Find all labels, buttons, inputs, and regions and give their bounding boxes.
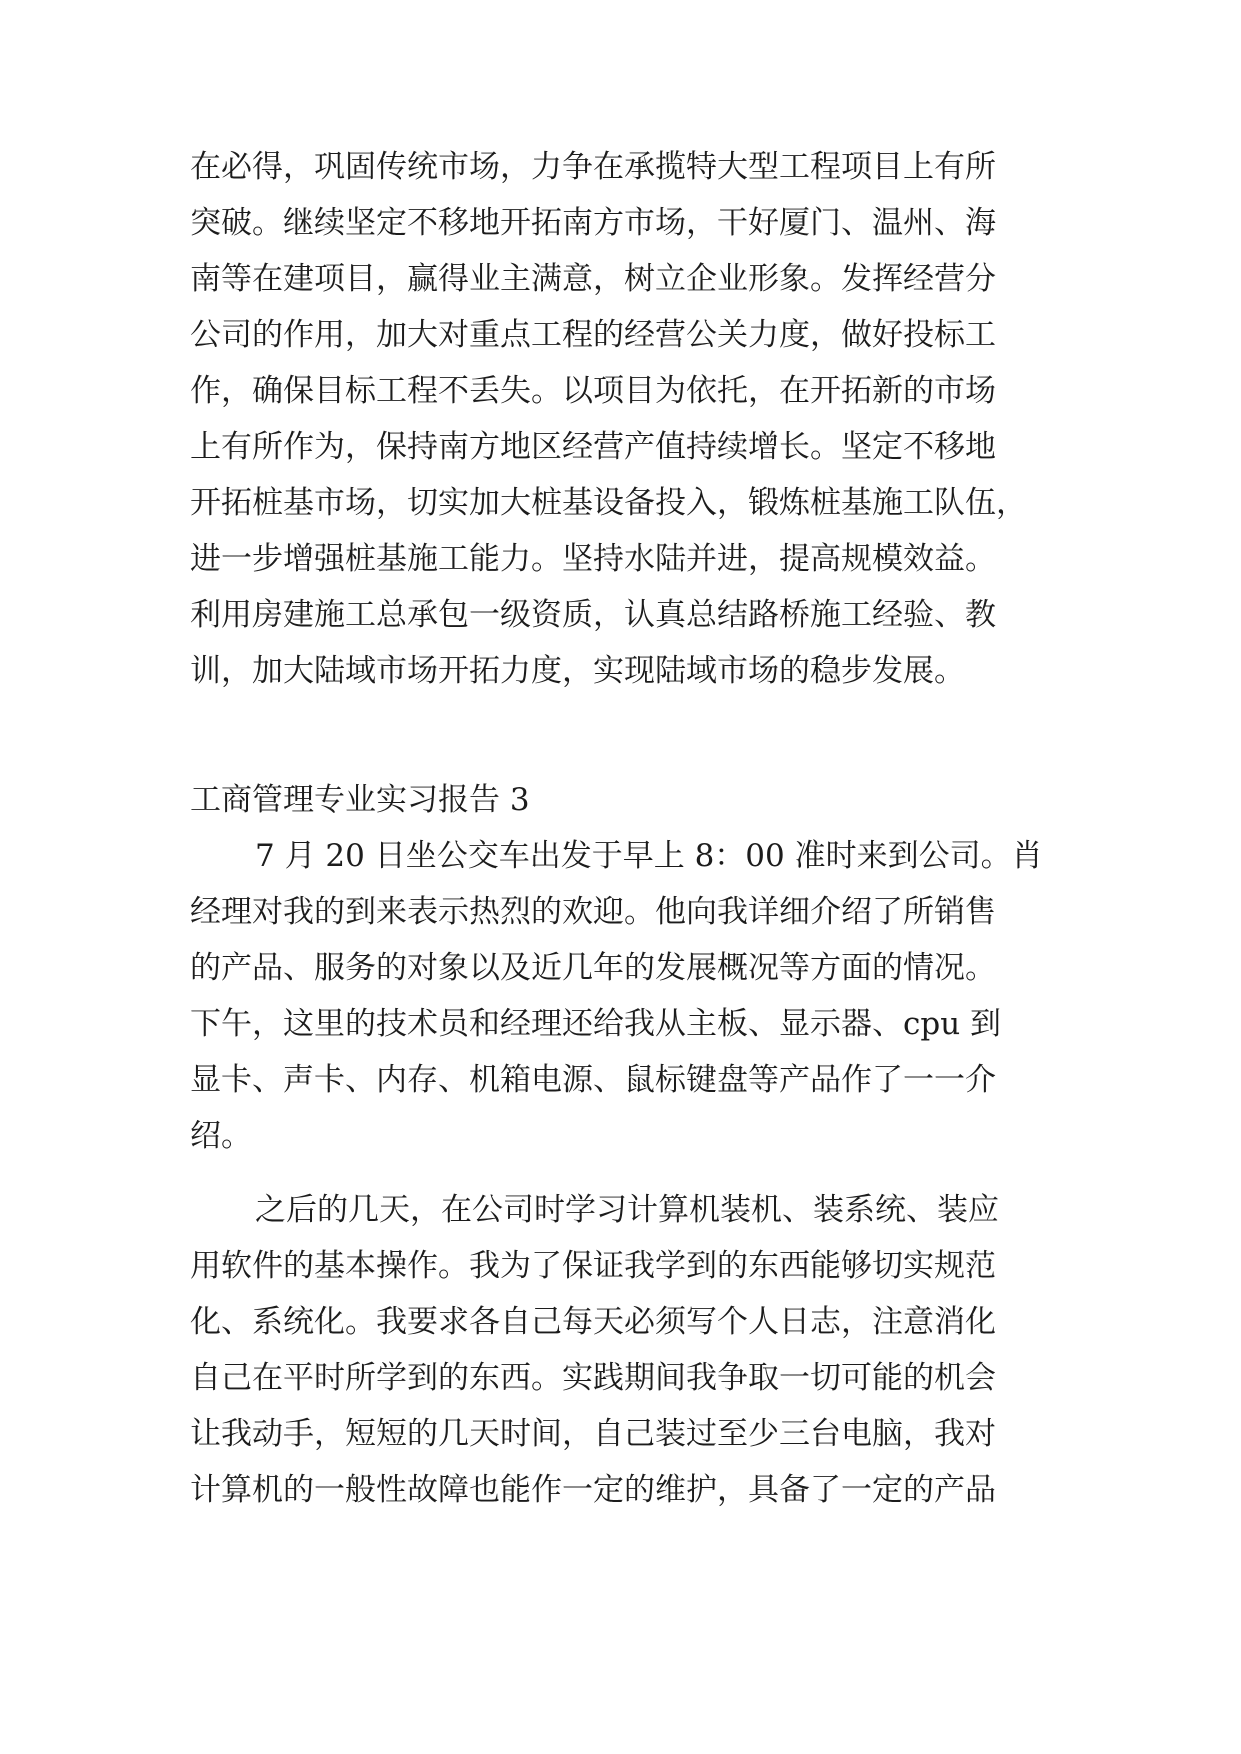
text-line: 利用房建施工总承包一级资质，认真总结路桥施工经验、教	[190, 597, 996, 633]
text-line: 让我动手，短短的几天时间，自己装过至少三台电脑，我对	[190, 1416, 996, 1452]
text-line: 计算机的一般性故障也能作一定的维护，具备了一定的产品	[190, 1472, 996, 1508]
text-line: 之后的几天，在公司时学习计算机装机、装系统、装应	[255, 1192, 999, 1228]
text-line: 下午，这里的技术员和经理还给我从主板、显示器、cpu 到	[190, 1006, 1002, 1042]
text-line: 绍。	[190, 1118, 252, 1154]
text-line: 训，加大陆域市场开拓力度，实现陆域市场的稳步发展。	[190, 653, 965, 689]
text-line: 的产品、服务的对象以及近几年的发展概况等方面的情况。	[190, 950, 996, 986]
text-line: 进一步增强桩基施工能力。坚持水陆并进，提高规模效益。	[190, 541, 996, 577]
text-line: 在必得，巩固传统市场，力争在承揽特大型工程项目上有所	[190, 149, 996, 185]
text-line: 经理对我的到来表示热烈的欢迎。他向我详细介绍了所销售	[190, 894, 996, 930]
text-line: 突破。继续坚定不移地开拓南方市场，干好厦门、温州、海	[190, 205, 996, 241]
text-line: 7 月 20 日坐公交车出发于早上 8：00 准时来到公司。肖	[255, 838, 1043, 874]
text-line: 显卡、声卡、内存、机箱电源、鼠标键盘等产品作了一一介	[190, 1062, 996, 1098]
text-line: 作，确保目标工程不丢失。以项目为依托，在开拓新的市场	[190, 373, 996, 409]
text-line: 化、系统化。我要求各自己每天必须写个人日志，注意消化	[190, 1304, 996, 1340]
text-line: 上有所作为，保持南方地区经营产值持续增长。坚定不移地	[190, 429, 996, 465]
section-heading: 工商管理专业实习报告 3	[190, 782, 530, 818]
text-line: 南等在建项目，赢得业主满意，树立企业形象。发挥经营分	[190, 261, 996, 297]
text-line: 开拓桩基市场，切实加大桩基设备投入，锻炼桩基施工队伍，	[190, 485, 1027, 521]
text-line: 自己在平时所学到的东西。实践期间我争取一切可能的机会	[190, 1360, 996, 1396]
text-line: 公司的作用，加大对重点工程的经营公关力度，做好投标工	[190, 317, 996, 353]
text-line: 用软件的基本操作。我为了保证我学到的东西能够切实规范	[190, 1248, 996, 1284]
